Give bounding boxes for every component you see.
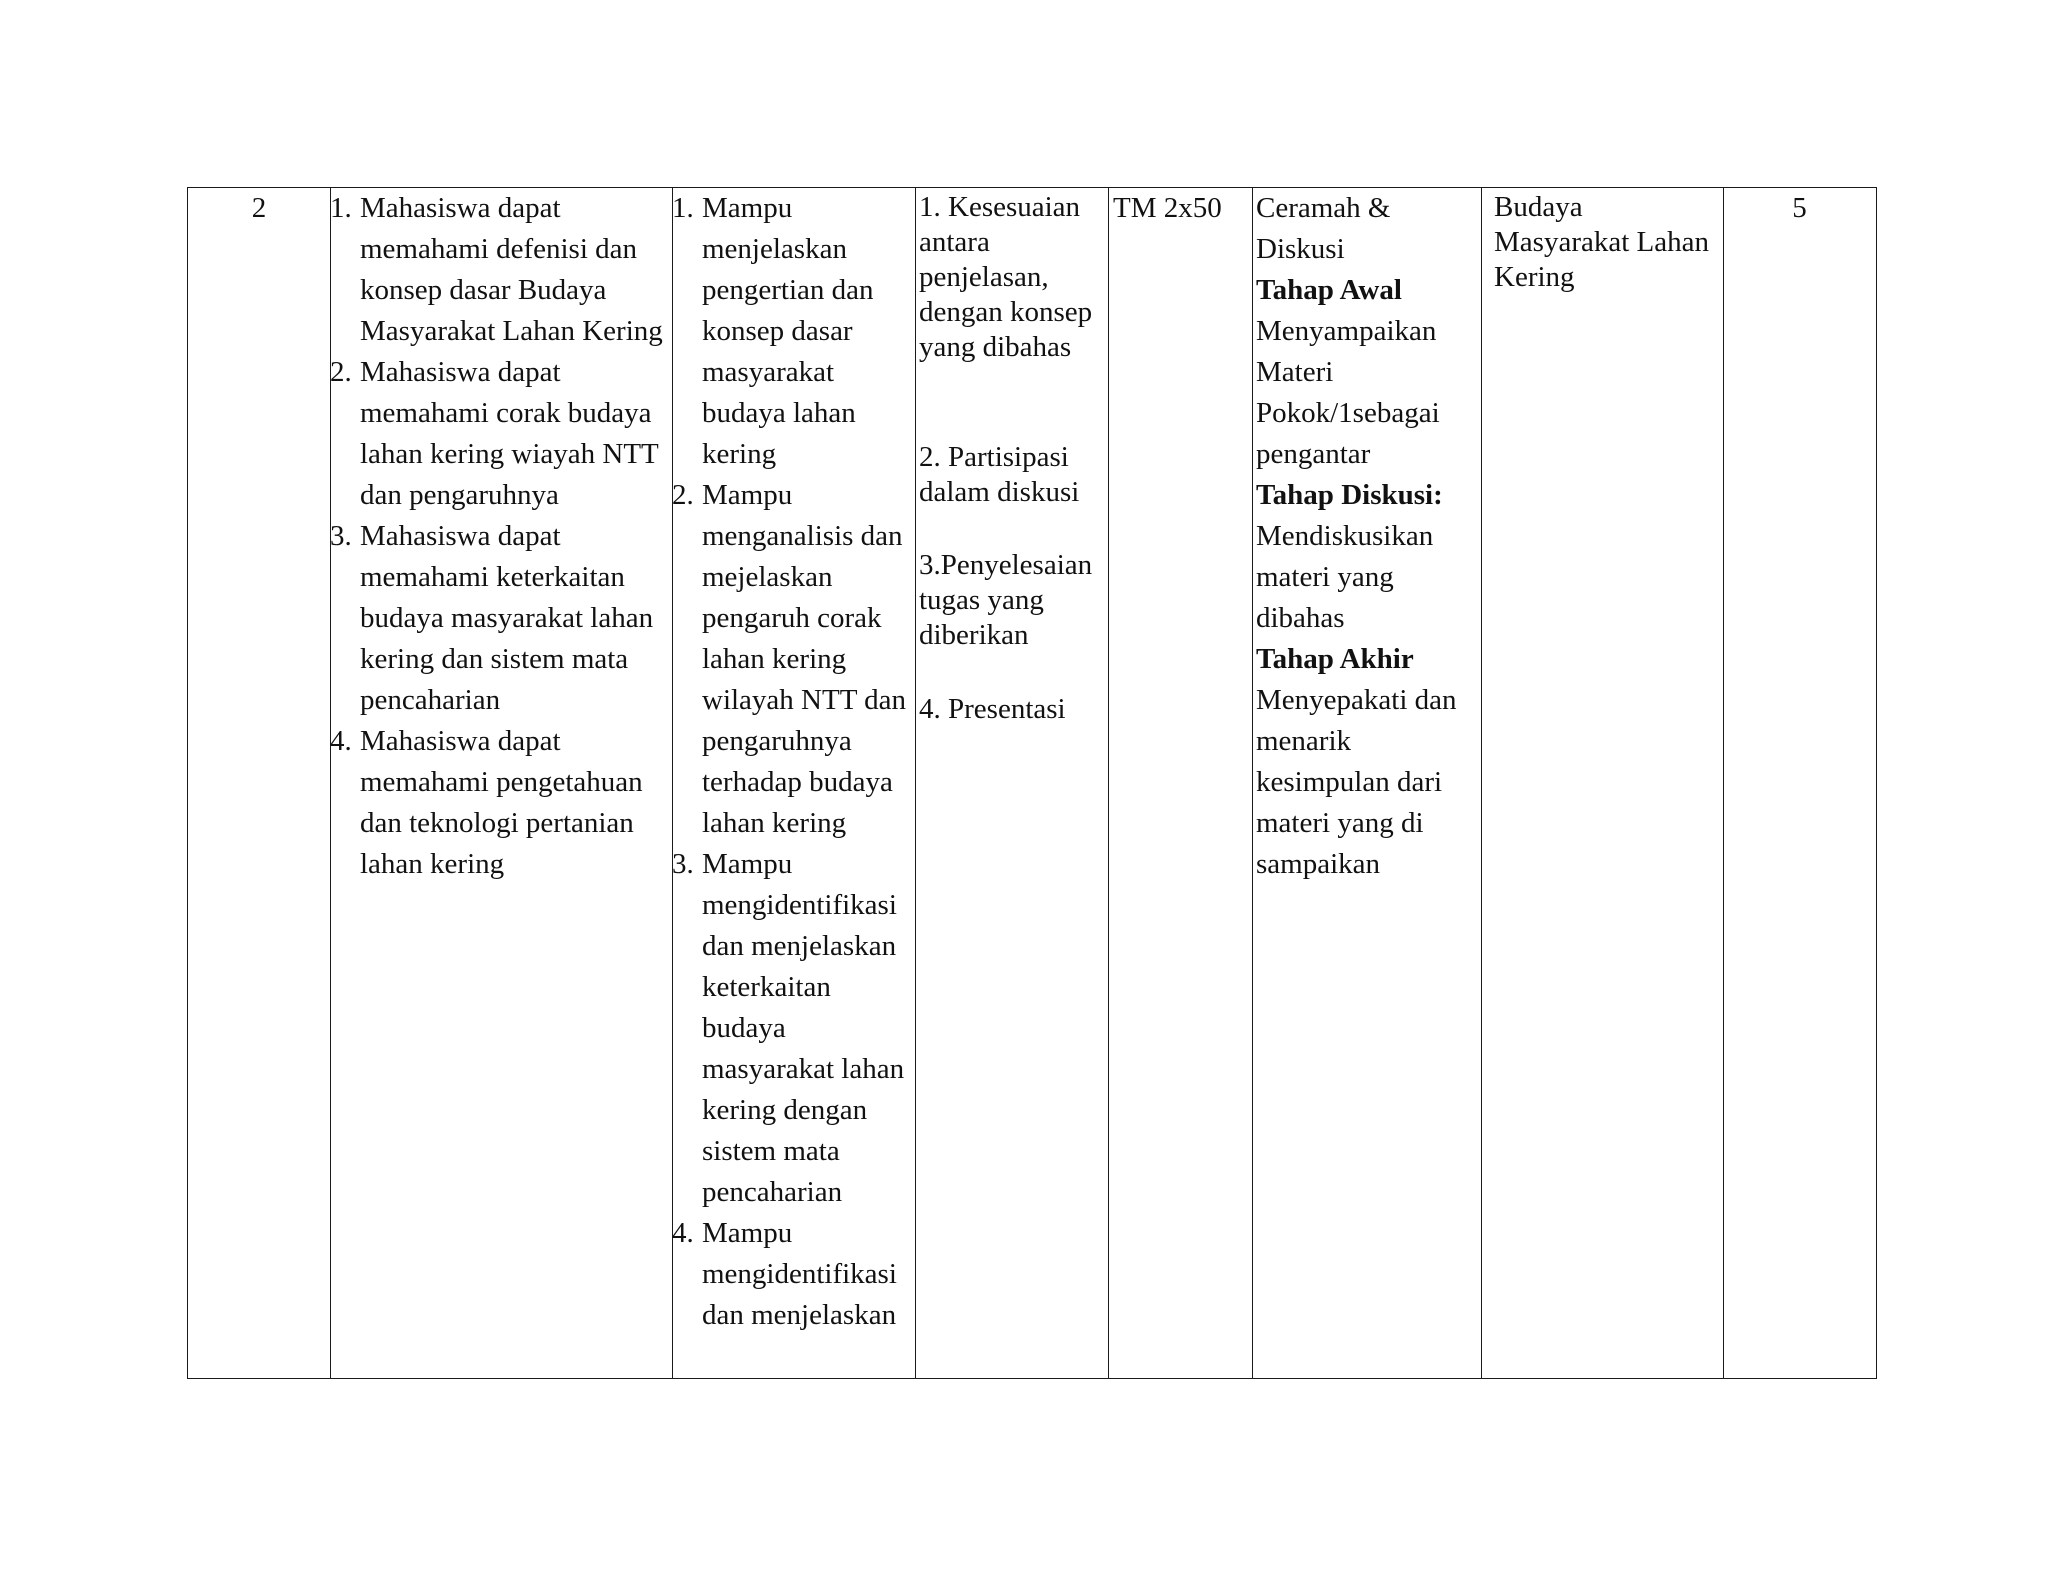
indicator-item: 2. Mampu menganalisis dan mejelaskan pengaruh corak lahan kering wilayah NTT dan pengaruhnya terhadap budaya lahan kering — [672, 479, 907, 839]
indicator-item: 4. Mampu mengidentifikasi dan menjelaskan — [672, 1217, 897, 1331]
time-cell — [1108, 188, 1252, 229]
method-intro: Ceramah & Diskusi — [1256, 192, 1391, 265]
stage-text: Menyepakati dan menarik kesimpulan dari materi yang di sampaikan — [1256, 684, 1457, 880]
objective-item: 4. Mahasiswa dapat memahami pengetahuan dan teknologi pertanian lahan kering — [330, 725, 643, 880]
week-cell — [188, 188, 330, 229]
material-text: Budaya Masyarakat Lahan Kering — [1494, 191, 1709, 293]
criteria-item: 2. Partisipasi dalam diskusi — [919, 441, 1080, 508]
criteria-cell — [915, 188, 1108, 1378]
time-allocation: TM 2x50 — [1113, 192, 1222, 224]
objective-item: 3. Mahasiswa dapat memahami keterkaitan budaya masyarakat lahan kering dan sistem mata pencaharian — [330, 520, 654, 716]
objectives-cell — [330, 188, 672, 885]
stage-text: Mendiskusikan materi yang dibahas — [1256, 520, 1434, 634]
objective-item: 1. Mahasiswa dapat memahami defenisi dan konsep dasar Budaya Masyarakat Lahan Kering — [330, 192, 663, 347]
column-divider — [1108, 188, 1109, 1378]
column-divider — [1481, 188, 1482, 1378]
indicator-item: 3. Mampu mengidentifikasi dan menjelaskan keterkaitan budaya masyarakat lahan kering dengan sistem mata pencaharian — [672, 848, 905, 1208]
objectives-list — [330, 188, 672, 885]
method-cell — [1252, 188, 1481, 885]
stage-title: Tahap Akhir — [1256, 643, 1414, 675]
stage-text: Menyampaikan Materi Pokok/1sebagai pengantar — [1256, 315, 1440, 470]
criteria-item: 4. Presentasi — [919, 693, 1066, 725]
week-number: 2 — [251, 192, 267, 224]
material-cell — [1481, 190, 1723, 295]
criteria-item: 1. Kesesuaian antara penjelasan, dengan konsep yang dibahas — [919, 191, 1093, 363]
stage-title: Tahap Awal — [1256, 274, 1402, 306]
weight-value: 5 — [1792, 192, 1807, 224]
column-divider — [1723, 188, 1724, 1378]
indicator-item: 1. Mampu menjelaskan pengertian dan konsep dasar masyarakat budaya lahan kering — [672, 192, 874, 470]
stage-title: Tahap Diskusi: — [1256, 479, 1443, 511]
rps-table — [187, 187, 1877, 1379]
objective-item: 2. Mahasiswa dapat memahami corak budaya lahan kering wiayah NTT dan pengaruhnya — [330, 356, 659, 511]
indicators-cell — [672, 188, 915, 1336]
weight-cell — [1723, 188, 1876, 229]
indicators-list — [672, 188, 915, 1336]
criteria-item: 3.Penyelesaian tugas yang diberikan — [919, 549, 1093, 651]
